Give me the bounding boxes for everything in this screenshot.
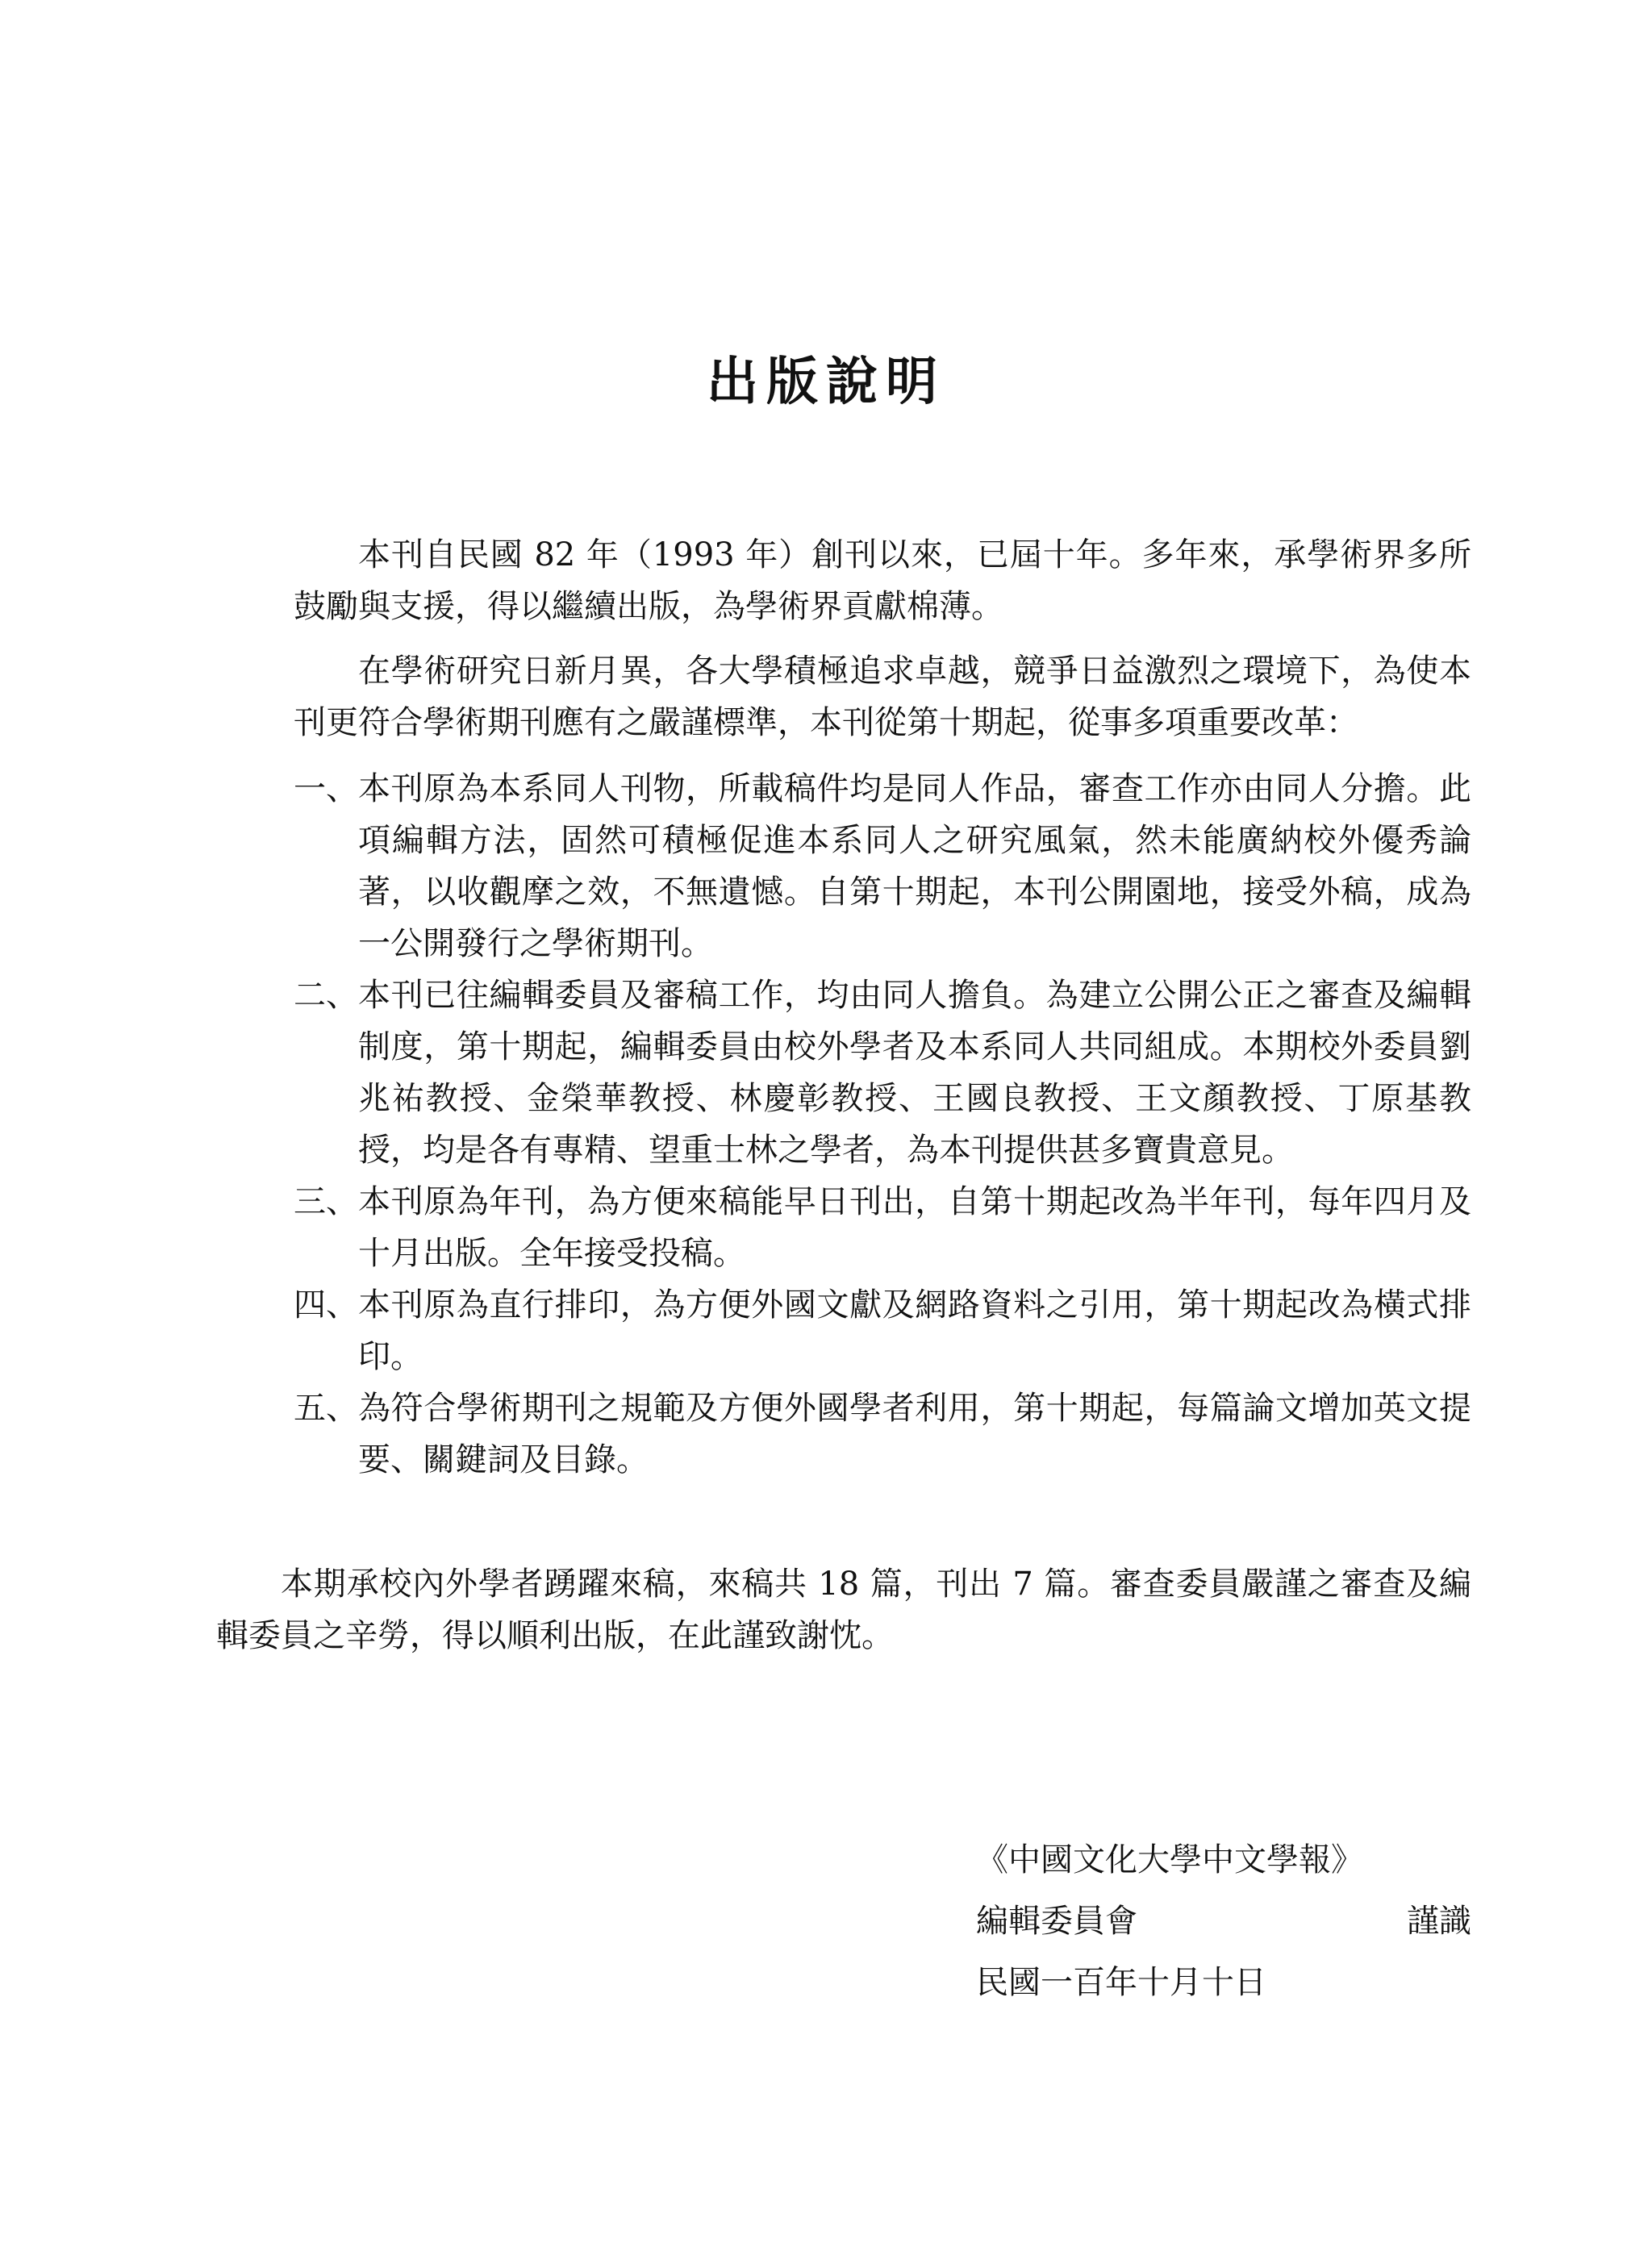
- signature-committee: 編輯委員會: [976, 1903, 1137, 1940]
- intro-paragraph-2: 在學術研究日新月異，各大學積極追求卓越，競爭日益激烈之環境下，為使本刊更符合學術期刊應有之嚴謹標準，本刊從第十期起，從事多項重要改革：: [294, 653, 1471, 741]
- reform-item-marker: 四、: [294, 1286, 358, 1324]
- reform-item-text: 本刊原為年刊，為方便來稿能早日刊出，自第十期起改為半年刊，每年四月及十月出版。全年接受投稿。: [358, 1183, 1471, 1272]
- reform-item-3: [294, 1176, 1471, 1279]
- reform-item-text: 為符合學術期刊之規範及方便外國學者利用，第十期起，每篇論文增加英文提要、關鍵詞及目錄。: [358, 1390, 1471, 1478]
- reform-item-5: [294, 1382, 1471, 1486]
- reform-item-text: 本刊原為直行排印，為方便外國文獻及網路資料之引用，第十期起改為橫式排印。: [358, 1286, 1471, 1375]
- signature-date-line: [976, 1952, 1471, 2013]
- reform-item-text: 本刊已往編輯委員及審稿工作，均由同人擔負。為建立公開公正之審查及編輯制度，第十期起，編輯委員由校外學者及本系同人共同組成。本期校外委員劉兆祐教授、金榮華教授、林慶彰教授、王國良教授、王文顏教授、丁原基教授，均是各有專精、望重士林之學者，為本刊提供甚多寶貴意見。: [358, 977, 1471, 1169]
- signature-block: [976, 1829, 1471, 2013]
- reform-item-marker: 三、: [294, 1183, 358, 1220]
- reform-item-2: [294, 969, 1471, 1176]
- reform-item-text: 本刊原為本系同人刊物，所載稿件均是同人作品，審查工作亦由同人分擔。此項編輯方法，固然可積極促進本系同人之研究風氣，然未能廣納校外優秀論著，以收觀摩之效，不無遺憾。自第十期起，本刊公開園地，接受外稿，成為一公開發行之學術期刊。: [358, 770, 1471, 962]
- signature-committee-line: [976, 1891, 1471, 1952]
- reform-item-marker: 二、: [294, 977, 358, 1014]
- signature-date: 民國一百年十月十日: [976, 1964, 1266, 2001]
- reform-item-marker: 五、: [294, 1390, 358, 1427]
- reform-item-1: [294, 763, 1471, 969]
- signature-journal: 《中國文化大學中文學報》: [976, 1841, 1363, 1878]
- reform-item-marker: 一、: [294, 770, 358, 807]
- signature-respect: 謹識: [1407, 1903, 1471, 1940]
- closing-paragraph: 本期承校內外學者踴躍來稿，來稿共 18 篇，刊出 7 篇。審查委員嚴謹之審查及編輯委員之辛勞，得以順利出版，在此謹致謝忱。: [216, 1566, 1471, 1654]
- reform-list: [294, 763, 1471, 1486]
- intro-paragraph-1: 本刊自民國 82 年（1993 年）創刊以來，已屆十年。多年來，承學術界多所鼓勵與支援，得以繼續出版，為學術界貢獻棉薄。: [294, 536, 1471, 625]
- reform-item-4: [294, 1279, 1471, 1382]
- signature-journal-line: [976, 1829, 1471, 1891]
- page-title: 出版說明: [707, 351, 945, 412]
